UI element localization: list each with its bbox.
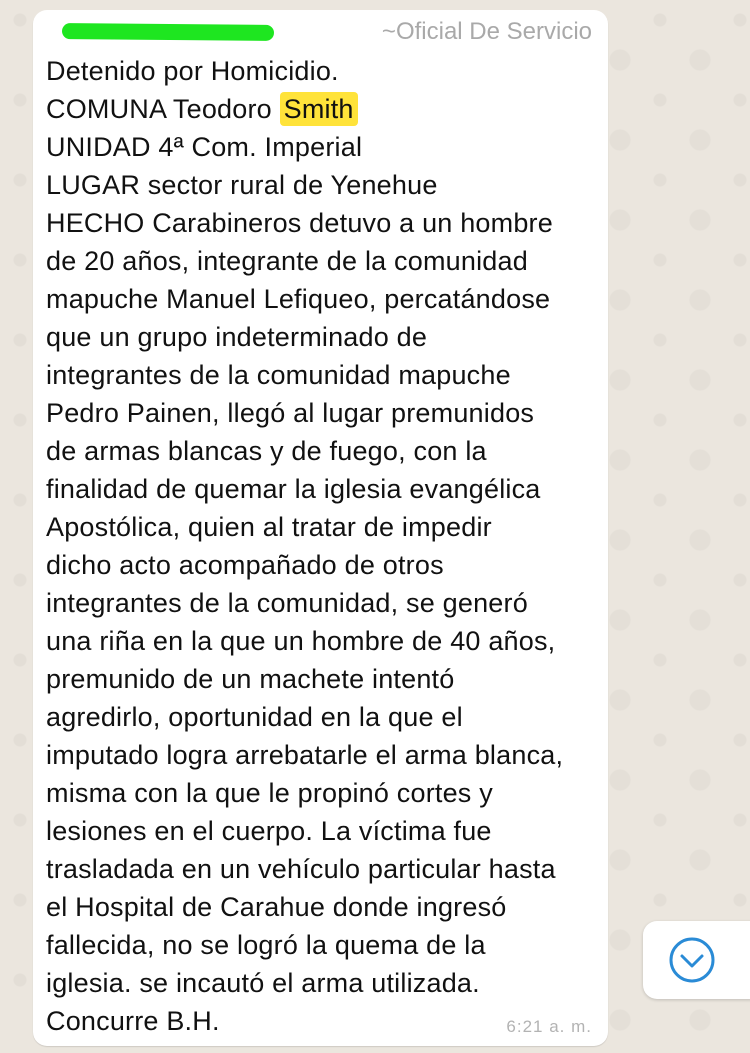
- message-line: fallecida, no se logró la quema de la: [46, 930, 486, 960]
- message-line: misma con la que le propinó cortes y: [46, 778, 493, 808]
- message-line: Detenido por Homicidio.: [46, 56, 339, 86]
- scroll-to-bottom-button[interactable]: [643, 921, 750, 999]
- message-line: de armas blancas y de fuego, con la: [46, 436, 487, 466]
- message-timestamp: 6:21 a. m.: [506, 1017, 592, 1036]
- message-line: Concurre B.H.: [46, 1006, 220, 1036]
- message-line: el Hospital de Carahue donde ingresó: [46, 892, 507, 922]
- message-line: finalidad de quemar la iglesia evangélica: [46, 474, 541, 504]
- sender-name[interactable]: ~Oficial De Servicio: [381, 18, 592, 45]
- chevron-down-circle-icon: [668, 936, 716, 984]
- message-line: [46, 90, 594, 128]
- message-line: integrantes de la comunidad, se generó: [46, 588, 528, 618]
- message-line: Apostólica, quien al tratar de impedir: [46, 512, 492, 542]
- message-line: HECHO Carabineros detuvo a un hombre: [46, 208, 553, 238]
- message-line: imputado logra arrebatarle el arma blanca,: [46, 740, 564, 770]
- message-line: iglesia. se incautó el arma utilizada.: [46, 968, 480, 998]
- message-text: [46, 52, 594, 1040]
- message-line: de 20 años, integrante de la comunidad: [46, 246, 528, 276]
- message-line: Pedro Painen, llegó al lugar premunidos: [46, 398, 535, 428]
- search-highlight: Smith: [280, 92, 358, 126]
- message-line: UNIDAD 4ª Com. Imperial: [46, 132, 363, 162]
- message-line: lesiones en el cuerpo. La víctima fue: [46, 816, 492, 846]
- message-line: LUGAR sector rural de Yenehue: [46, 170, 438, 200]
- message-line: premunido de un machete intentó: [46, 664, 455, 694]
- redacted-phone-number: [62, 23, 274, 41]
- message-line: mapuche Manuel Lefiqueo, percatándose: [46, 284, 551, 314]
- message-bubble[interactable]: [33, 10, 608, 1046]
- message-line-text: COMUNA Teodoro: [46, 94, 280, 124]
- message-line: dicho acto acompañado de otros: [46, 550, 444, 580]
- message-header: [46, 10, 594, 52]
- message-line: una riña en la que un hombre de 40 años,: [46, 626, 556, 656]
- message-line: que un grupo indeterminado de: [46, 322, 428, 352]
- message-line: agredirlo, oportunidad en la que el: [46, 702, 463, 732]
- message-line: integrantes de la comunidad mapuche: [46, 360, 511, 390]
- message-line: trasladada en un vehículo particular hasta: [46, 854, 556, 884]
